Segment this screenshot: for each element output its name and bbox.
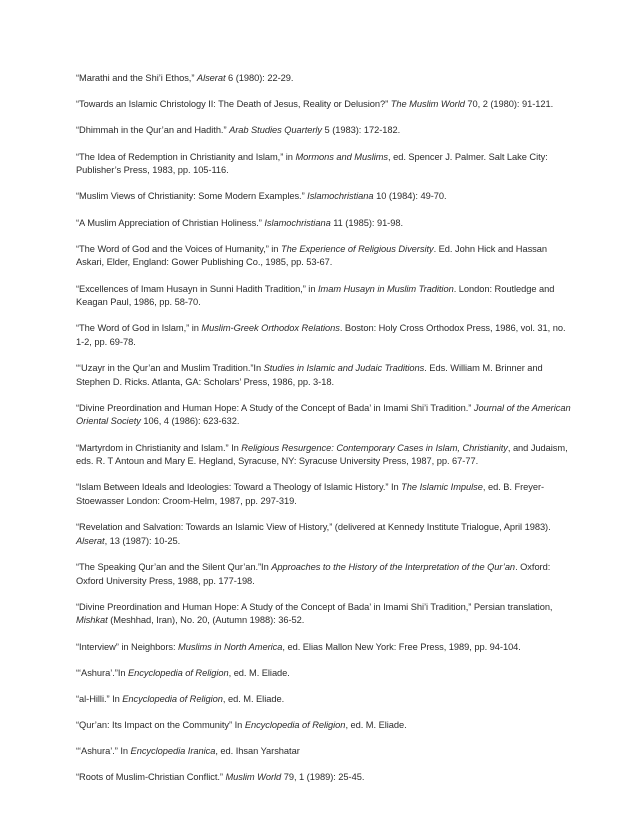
entry-text: . Ed. John Hick and Hassan Askari, Elder, England: Gower Publishing Co., 1985, pp. 53-67.: [76, 243, 548, 268]
entry-title-italic: Alserat: [76, 535, 105, 546]
entry-text: “The Idea of Redemption in Christianity and Islam,” in: [76, 151, 296, 162]
entry-text: 11 (1985): 91-98.: [330, 217, 404, 228]
entry-text: . Boston: Holy Cross Orthodox Press, 1986, vol. 31, no. 1-2, pp. 69-78.: [76, 323, 566, 347]
entry-title-italic: The Muslim World: [390, 99, 465, 110]
bibliography-entry: [76, 521, 572, 548]
bibliography-entry: [76, 719, 572, 733]
entry-text: “Dhimmah in the Qur’an and Hadith.”: [76, 125, 230, 136]
bibliography-entry: [76, 362, 572, 389]
entry-text: , and Judaism, eds. R. T Antoun and Mary E. Hegland, Syracuse, NY: Syracuse University Press, 1987, pp. 67-77.: [76, 442, 568, 467]
entry-text: “al-Hilli.” In: [76, 693, 123, 704]
entry-text: “‘Uzayr in the Qur’an and Muslim Tradition.”In: [76, 363, 264, 374]
entry-title-italic: Mishkat: [76, 615, 108, 626]
entry-title-italic: Arab Studies Quarterly: [229, 125, 323, 136]
bibliography-list: [76, 72, 572, 798]
entry-title-italic: Muslim-Greek Orthodox Relations: [201, 323, 340, 334]
bibliography-entry: [76, 217, 572, 231]
entry-text: “‘Ashura’.” In: [76, 746, 131, 757]
bibliography-entry: [76, 771, 572, 785]
entry-text: , 13 (1987): 10-25.: [104, 535, 181, 546]
entry-title-italic: Imam Husayn in Muslim Tradition: [317, 283, 454, 294]
entry-title-italic: Encyclopedia Iranica: [130, 746, 216, 757]
entry-text: “Qur’an: Its Impact on the Community” In: [76, 720, 245, 731]
entry-text: , ed. Ihsan Yarshatar: [215, 746, 300, 757]
entry-title-italic: Islamochristiana: [264, 217, 331, 228]
bibliography-entry: [76, 124, 572, 138]
bibliography-entry: [76, 561, 572, 588]
entry-title-italic: Islamochristiana: [307, 191, 374, 202]
entry-text: “Islam Between Ideals and Ideologies: Toward a Theology of Islamic History.” In: [76, 482, 402, 493]
entry-text: , ed. M. Eliade.: [228, 667, 290, 678]
bibliography-entry: [76, 402, 572, 429]
entry-title-italic: Encyclopedia of Religion: [122, 693, 223, 704]
entry-title-italic: Studies in Islamic and Judaic Traditions: [263, 363, 425, 374]
entry-title-italic: The Experience of Religious Diversity: [280, 243, 434, 254]
entry-text: “Towards an Islamic Christology II: The Death of Jesus, Reality or Delusion?”: [76, 99, 391, 110]
entry-text: “Interview” in Neighbors:: [76, 641, 179, 652]
entry-text: , ed. Spencer J. Palmer. Salt Lake City: Publisher’s Press, 1983, pp. 105-116.: [76, 151, 548, 176]
bibliography-entry: [76, 283, 572, 310]
entry-title-italic: Muslim World: [225, 772, 282, 783]
entry-text: , ed. Elias Mallon New York: Free Press, 1989, pp. 94-104.: [282, 641, 521, 652]
bibliography-entry: [76, 601, 572, 628]
entry-title-italic: Muslims in North America: [178, 641, 283, 652]
entry-text: “Martyrdom in Christianity and Islam.” In: [76, 442, 242, 453]
bibliography-entry: [76, 151, 572, 178]
entry-title-italic: The Islamic Impulse: [401, 482, 483, 493]
bibliography-entry: [76, 442, 572, 469]
entry-text: 79, 1 (1989): 25-45.: [281, 772, 365, 783]
entry-text: , ed. B. Freyer-Stoewasser London: Croom-Helm, 1987, pp. 297-319.: [76, 482, 545, 506]
entry-text: “Revelation and Salvation: Towards an Islamic View of History,” (delivered at Kennedy Institute Trialogue, April 1983).: [76, 522, 551, 533]
entry-text: “The Word of God and the Voices of Humanity,” in: [76, 243, 281, 254]
entry-title-italic: Encyclopedia of Religion: [128, 667, 229, 678]
entry-text: 70, 2 (1980): 91-121.: [464, 99, 554, 110]
entry-text: “Muslim Views of Christianity: Some Modern Examples.”: [76, 191, 308, 202]
bibliography-entry: [76, 190, 572, 204]
entry-title-italic: Alserat: [196, 73, 226, 83]
bibliography-entry: [76, 641, 572, 655]
bibliography-entry: [76, 72, 572, 86]
bibliography-entry: [76, 481, 572, 508]
bibliography-entry: [76, 667, 572, 681]
entry-text: , ed. M. Eliade.: [345, 720, 407, 731]
entry-text: “Roots of Muslim-Christian Conflict.”: [76, 772, 226, 783]
entry-text: 106, 4 (1986): 623-632.: [140, 416, 240, 427]
entry-text: 10 (1984): 49-70.: [373, 191, 447, 202]
entry-text: “Divine Preordination and Human Hope: A Study of the Concept of Bada’ in Imami Shi’i Tradition.”: [76, 402, 474, 413]
bibliography-entry: [76, 98, 572, 112]
entry-text: , ed. M. Eliade.: [222, 693, 285, 704]
entry-text: . London: Routledge and Keagan Paul, 1986, pp. 58-70.: [76, 283, 555, 308]
bibliography-entry: [76, 243, 572, 270]
entry-text: . Eds. William M. Brinner and Stephen D. Ricks. Atlanta, GA: Scholars’ Press, 1986, pp. 3-18.: [76, 363, 543, 387]
bibliography-entry: [76, 322, 572, 349]
bibliography-entry: [76, 693, 572, 707]
entry-text: “A Muslim Appreciation of Christian Holiness.”: [76, 217, 265, 228]
entry-title-italic: Mormons and Muslims: [295, 151, 389, 162]
entry-title-italic: Approaches to the History of the Interpretation of the Qur’an: [271, 561, 516, 572]
entry-text: “Excellences of Imam Husayn in Sunni Hadith Tradition,” in: [76, 283, 318, 294]
entry-text: “Marathi and the Shi’i Ethos,”: [76, 73, 197, 83]
entry-text: 5 (1983): 172-182.: [322, 125, 401, 136]
entry-text: 6 (1980): 22-29.: [225, 73, 294, 83]
entry-text: “The Speaking Qur’an and the Silent Qur’an.”In: [76, 561, 272, 572]
entry-title-italic: Journal of the American Oriental Society: [76, 402, 571, 427]
entry-title-italic: Religious Resurgence: Contemporary Cases in Islam, Christianity: [241, 442, 508, 453]
entry-text: (Meshhad, Iran), No. 20, (Autumn 1988): 36-52.: [107, 615, 305, 626]
entry-text: “The Word of God in Islam,” in: [76, 323, 202, 334]
entry-title-italic: Encyclopedia of Religion: [244, 720, 346, 731]
bibliography-entry: [76, 745, 572, 759]
entry-text: “‘Ashura’.”In: [76, 667, 128, 678]
entry-text: “Divine Preordination and Human Hope: A Study of the Concept of Bada’ in Imami Shi’i Tradition,” Persian translation,: [76, 601, 553, 612]
entry-text: . Oxford: Oxford University Press, 1988, pp. 177-198.: [76, 561, 551, 586]
